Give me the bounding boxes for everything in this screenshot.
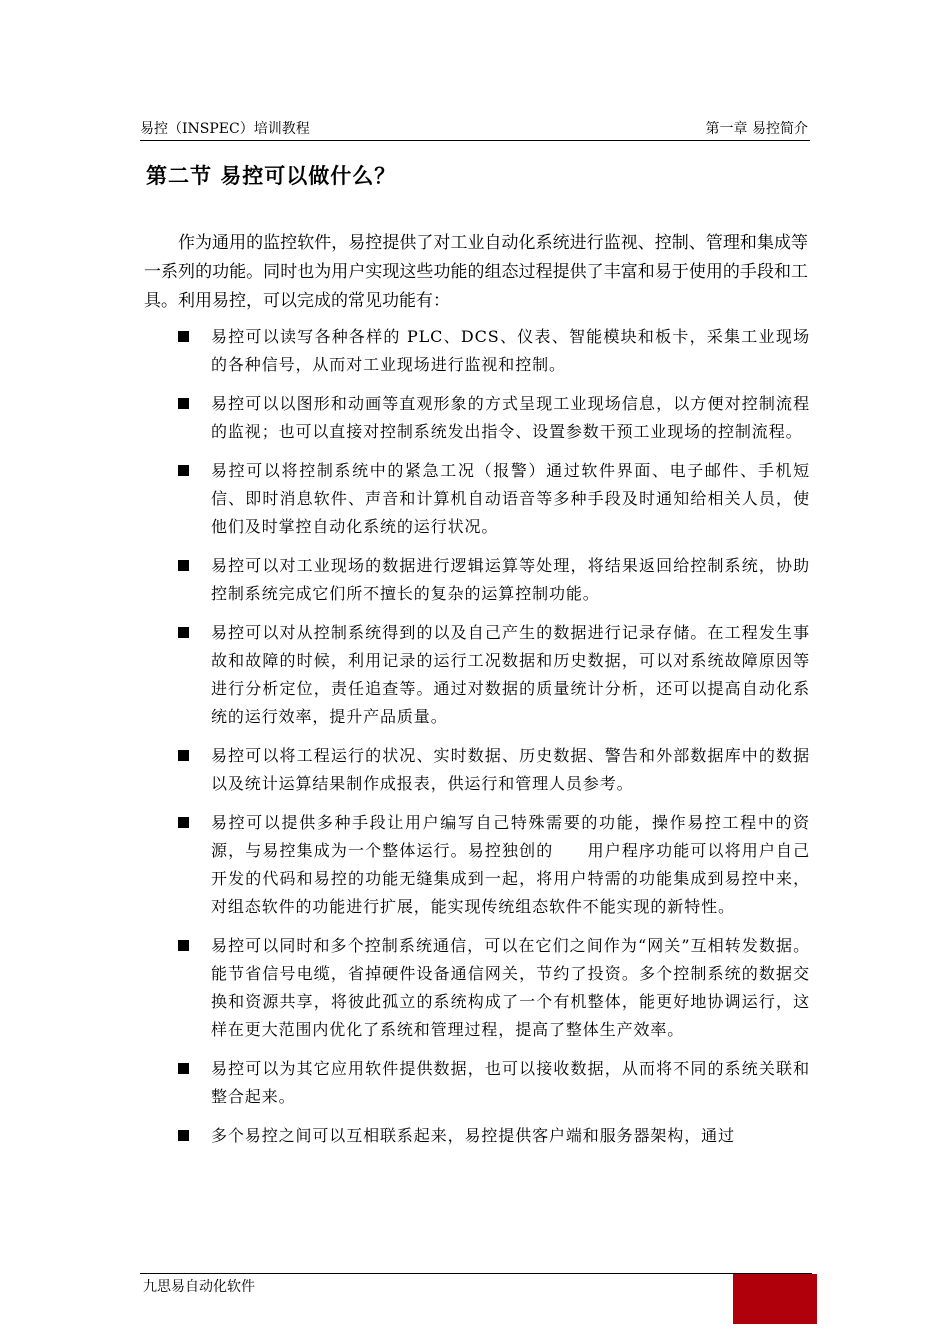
square-bullet-icon <box>178 817 189 828</box>
list-item <box>146 457 810 541</box>
square-bullet-icon <box>178 627 189 638</box>
square-bullet-icon <box>178 331 189 342</box>
square-bullet-icon <box>178 465 189 476</box>
list-item <box>146 552 810 608</box>
square-bullet-icon <box>178 560 189 571</box>
footer-accent-block <box>733 1274 817 1324</box>
list-item <box>146 323 810 379</box>
list-item <box>146 1122 810 1150</box>
square-bullet-icon <box>178 940 189 951</box>
list-item-text: 易控可以为其它应用软件提供数据，也可以接收数据，从而将不同的系统关联和整合起来。 <box>211 1059 810 1106</box>
list-item <box>146 390 810 446</box>
intro-paragraph: 作为通用的监控软件，易控提供了对工业自动化系统进行监视、控制、管理和集成等一系列的功能。同时也为用户实现这些功能的组态过程提供了丰富和易于使用的手段和工具。利用易控，可以完成的常见功能有： <box>144 233 808 311</box>
footer-company: 九思易自动化软件 <box>143 1279 255 1295</box>
list-item-text: 易控可以以图形和动画等直观形象的方式呈现工业现场信息，以方便对控制流程的监视；也可以直接对控制系统发出指令、设置参数干预工业现场的控制流程。 <box>211 394 810 441</box>
section-title: 第二节 易控可以做什么？ <box>146 163 397 188</box>
list-item <box>146 1055 810 1111</box>
square-bullet-icon <box>178 1130 189 1141</box>
square-bullet-icon <box>178 1063 189 1074</box>
footer-divider <box>140 1273 812 1274</box>
header-doc-title: 易控（INSPEC）培训教程 <box>140 121 310 137</box>
square-bullet-icon <box>178 750 189 761</box>
list-item-text: 易控可以对从控制系统得到的以及自己产生的数据进行记录存储。在工程发生事故和故障的时候，利用记录的运行工况数据和历史数据，可以对系统故障原因等进行分析定位，责任追查等。通过对数据的质量统计分析，还可以提高自动化系统的运行效率，提升产品质量。 <box>211 623 810 726</box>
list-item <box>146 809 810 921</box>
header-chapter-title: 第一章 易控简介 <box>705 121 808 137</box>
list-item-text: 易控可以同时和多个控制系统通信，可以在它们之间作为“网关”互相转发数据。能节省信号电缆，省掉硬件设备通信网关，节约了投资。多个控制系统的数据交换和资源共享，将彼此孤立的系统构成了一个有机整体，能更好地协调运行，这样在更大范围内优化了系统和管理过程，提高了整体生产效率。 <box>211 936 810 1039</box>
header-divider <box>140 140 810 141</box>
list-item <box>146 932 810 1044</box>
square-bullet-icon <box>178 398 189 409</box>
list-item-text: 多个易控之间可以互相联系起来，易控提供客户端和服务器架构，通过 <box>211 1126 735 1145</box>
list-item-text: 易控可以读写各种各样的 PLC、DCS、仪表、智能模块和板卡，采集工业现场的各种信号，从而对工业现场进行监视和控制。 <box>211 327 810 374</box>
list-item-text: 易控可以对工业现场的数据进行逻辑运算等处理，将结果返回给控制系统，协助控制系统完成它们所不擅长的复杂的运算控制功能。 <box>211 556 810 603</box>
list-item-text: 易控可以提供多种手段让用户编写自己特殊需要的功能，操作易控工程中的资源，与易控集成为一个整体运行。易控独创的 用户程序功能可以将用户自己开发的代码和易控的功能无缝集成到一起，将用户特需的功能集成到易控中来，对组态软件的功能进行扩展，能实现传统组态软件不能实现的新特性。 <box>211 813 810 916</box>
page-header <box>140 119 808 139</box>
list-item-text: 易控可以将工程运行的状况、实时数据、历史数据、警告和外部数据库中的数据以及统计运算结果制作成报表，供运行和管理人员参考。 <box>211 746 810 793</box>
feature-list <box>146 323 810 1161</box>
list-item <box>146 742 810 798</box>
list-item <box>146 619 810 731</box>
list-item-text: 易控可以将控制系统中的紧急工况（报警）通过软件界面、电子邮件、手机短信、即时消息软件、声音和计算机自动语音等多种手段及时通知给相关人员，使他们及时掌控自动化系统的运行状况。 <box>211 461 810 536</box>
